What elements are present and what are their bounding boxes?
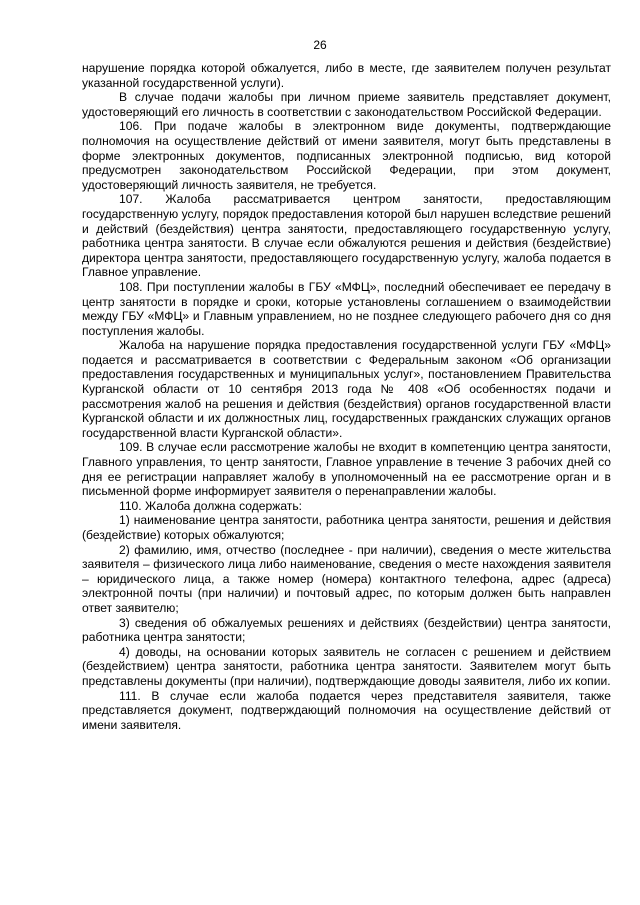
paragraph-110: 110. Жалоба должна содержать: bbox=[119, 498, 303, 513]
paragraph-110-item-1: 1) наименование центра занятости, работника центра занятости, решения и действия (бездействие) которых обжалуются; bbox=[82, 513, 611, 542]
paragraph-continuation: нарушение порядка которой обжалуется, либо в месте, где заявителем получен результат указанной государственной услуги). bbox=[82, 61, 611, 90]
paragraph-108: 108. При поступлении жалобы в ГБУ «МФЦ», последний обеспечивает ее передачу в центр занятости в порядке и сроки, которые установлены соглашением о взаимодействии между ГБУ «МФЦ» и Главным управлением, но не позднее следующего рабочего дня со дня поступления жалобы. bbox=[82, 279, 611, 338]
paragraph-106: 106. При подаче жалобы в электронном виде документы, подтверждающие полномочия на осуществление действий от имени заявителя, могут быть представлены в форме электронных документов, подписанных электронной подписью, вид которой предусмотрен законодательством Российской Федерации, при этом документ, удостоверяющий личность заявителя, не требуется. bbox=[82, 119, 611, 192]
page-number: 26 bbox=[313, 38, 327, 52]
paragraph-personal-reception: В случае подачи жалобы при личном приеме заявитель представляет документ, удостоверяющий его личность в соответствии с законодательством Российской Федерации. bbox=[82, 90, 611, 119]
paragraph-110-item-3: 3) сведения об обжалуемых решениях и действиях (бездействии) центра занятости, работника центра занятости; bbox=[82, 615, 611, 645]
paragraph-110-item-4: 4) доводы, на основании которых заявитель не согласен с решением и действием (бездействием) центра занятости, работника центра занятости. Заявителем могут быть представлены документы (при наличии), подтверждающие доводы заявителя, либо их копии. bbox=[82, 644, 611, 688]
paragraph-110-item-2: 2) фамилию, имя, отчество (последнее - при наличии), сведения о месте жительства заявителя – физического лица либо наименование, сведения о месте нахождения заявителя – юридического лица, а также номер (номера) контактного телефона, адрес (адреса) электронной почты (при наличии) и почтовый адрес, по которым должен быть направлен ответ заявителю; bbox=[82, 542, 611, 615]
paragraph-107: 107. Жалоба рассматривается центром занятости, предоставляющим государственную услугу, порядок предоставления которой был нарушен вследствие решений и действий (бездействия) центра занятости, предоставляющего государственную услугу, работника центра занятости. В случае если обжалуются решения и действия (бездействие) директора центра занятости, предоставляющего государственную услугу, жалоба подается в Главное управление. bbox=[82, 192, 611, 280]
document-body bbox=[82, 61, 611, 732]
paragraph-111: 111. В случае если жалоба подается через представителя заявителя, также представляется документ, подтверждающий полномочия на осуществление действий от имени заявителя. bbox=[82, 688, 611, 732]
paragraph-109: 109. В случае если рассмотрение жалобы не входит в компетенцию центра занятости, Главного управления, то центр занятости, Главное управление в течение 3 рабочих дней со дня ее регистрации направляет жалобу в уполномоченный на ее рассмотрение орган и в письменной форме информирует заявителя о перенаправлении жалобы. bbox=[82, 440, 611, 499]
paragraph-mfc-complaint: Жалоба на нарушение порядка предоставления государственной услуги ГБУ «МФЦ» подается и рассматривается в соответствии с Федеральным законом «Об организации предоставления государственных и муниципальных услуг», постановлением Правительства Курганской области от 10 сентября 2013 года № 408 «Об особенностях подачи и рассмотрения жалоб на решения и действия (бездействия) органов государственной власти Курганской области и их должностных лиц, государственных гражданских служащих органов государственной власти Курганской области». bbox=[82, 338, 611, 440]
